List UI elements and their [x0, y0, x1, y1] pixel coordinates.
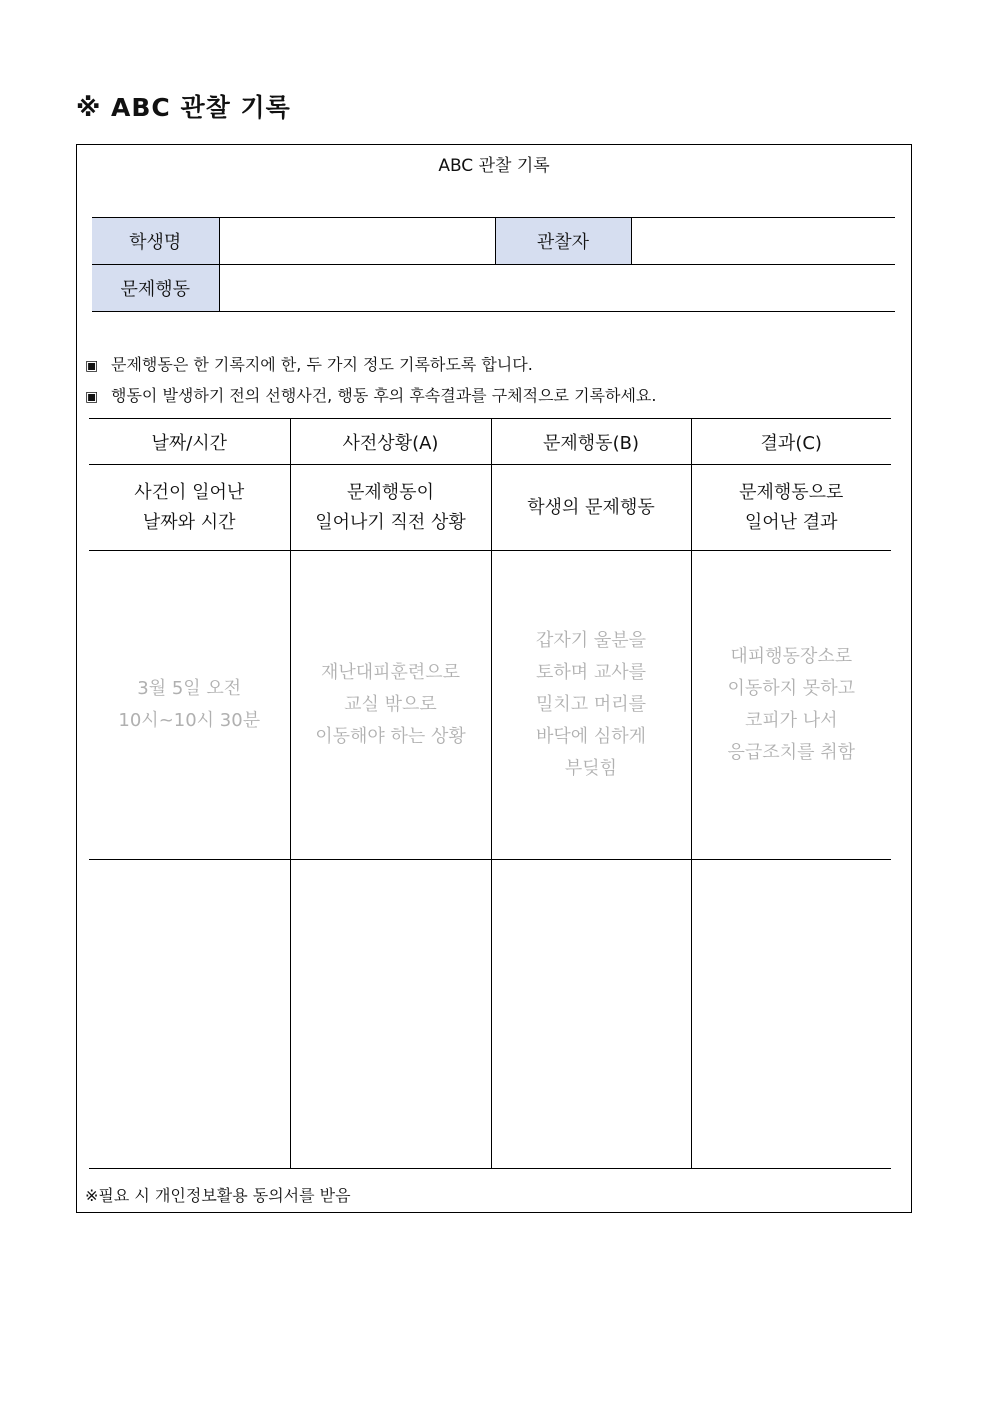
- entry-date-time-cell[interactable]: [89, 860, 290, 1169]
- abc-record-table: [89, 418, 891, 1169]
- footer-note: ※필요 시 개인정보활용 동의서를 받음: [85, 1186, 351, 1205]
- instructions: [85, 350, 656, 412]
- square-bullet-icon: ▣: [85, 358, 99, 374]
- square-bullet-icon: ▣: [85, 389, 99, 405]
- abc-observation-form: [76, 144, 912, 1213]
- header-antecedent: 사전상황(A): [290, 419, 491, 465]
- entry-behavior-cell[interactable]: [491, 860, 691, 1169]
- example-behavior-cell[interactable]: 갑자기 울분을 토하며 교사를 밀치고 머리를 바닥에 심하게 부딪힘: [491, 551, 691, 860]
- entry-antecedent-cell[interactable]: [290, 860, 491, 1169]
- example-consequence-cell[interactable]: 대피행동장소로 이동하지 못하고 코피가 나서 응급조치를 취함: [691, 551, 891, 860]
- example-date-time-cell[interactable]: 3월 5일 오전 10시~10시 30분: [89, 551, 290, 860]
- desc-antecedent: 문제행동이 일어나기 직전 상황: [290, 465, 491, 551]
- page-title: ※ ABC 관찰 기록: [76, 93, 291, 122]
- desc-behavior: 학생의 문제행동: [491, 465, 691, 551]
- student-name-label: 학생명: [92, 218, 219, 265]
- instruction-item: ▣ 행동이 발생하기 전의 선행사건, 행동 후의 후속결과를 구체적으로 기록하세요.: [85, 381, 656, 412]
- observer-field[interactable]: [631, 218, 895, 265]
- header-consequence: 결과(C): [691, 419, 891, 465]
- header-behavior: 문제행동(B): [491, 419, 691, 465]
- problem-behavior-label: 문제행동: [92, 265, 219, 312]
- instruction-item: ▣ 문제행동은 한 기록지에 한, 두 가지 정도 기록하도록 합니다.: [85, 350, 656, 381]
- student-info-table: [92, 217, 895, 312]
- student-name-field[interactable]: [219, 218, 495, 265]
- problem-behavior-field[interactable]: [219, 265, 895, 312]
- desc-date-time: 사건이 일어난 날짜와 시간: [89, 465, 290, 551]
- observer-label: 관찰자: [495, 218, 631, 265]
- example-antecedent-cell[interactable]: 재난대피훈련으로 교실 밖으로 이동해야 하는 상황: [290, 551, 491, 860]
- header-date-time: 날짜/시간: [89, 419, 290, 465]
- form-title: ABC 관찰 기록: [438, 156, 550, 176]
- desc-consequence: 문제행동으로 일어난 결과: [691, 465, 891, 551]
- entry-consequence-cell[interactable]: [691, 860, 891, 1169]
